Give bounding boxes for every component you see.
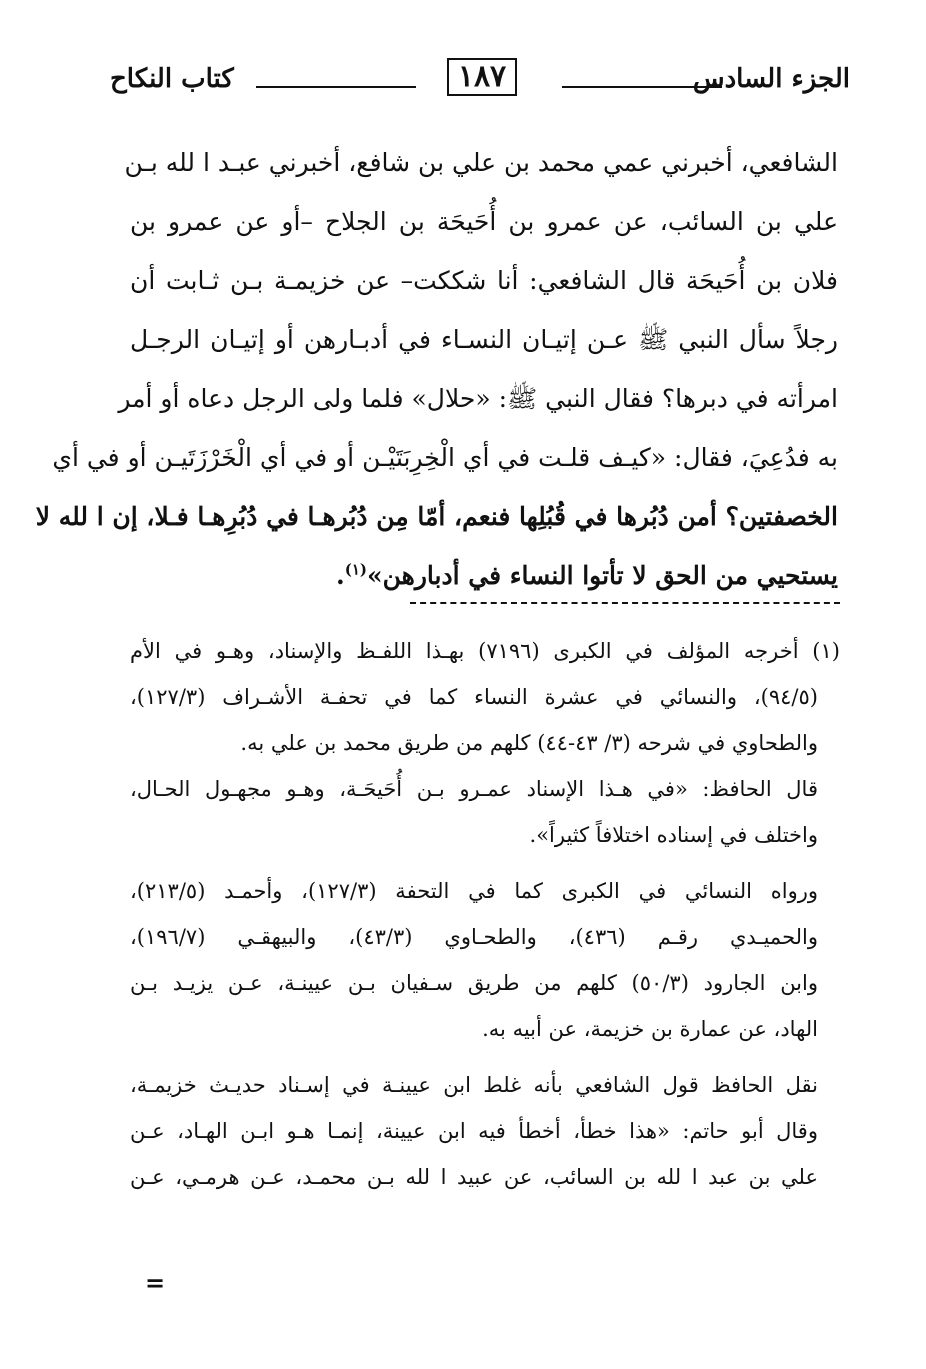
volume-title: الجزء السادس (692, 64, 850, 94)
main-text-line: يستحيي من الحق لا تأتوا النساء في أدبارهن» (366, 561, 838, 590)
main-text-line: الشافعي، أخبرني عمي محمد بن علي بن شافع، أخبرني عبـد ا لله بـن (124, 148, 838, 177)
main-text-line: امرأته في دبرها؟ فقال النبي ﷺ: «حلال» فلما ولى الرجل دعاه أو أمر (118, 384, 838, 413)
footnote-reference: (١) (344, 560, 367, 579)
footnote-line: (١) أخرجه المؤلف في الكبرى (٧١٩٦) بهـذا اللفـظ والإسناد، وهـو في الأم (130, 639, 840, 663)
header-rule-right (562, 86, 722, 88)
main-text (35, 133, 838, 605)
footnote-line: واختلف في إسناده اختلافاً كثيراً». (529, 823, 818, 847)
footnote-line: قال الحافظ: «في هـذا الإسناد عمـرو بـن أُحَيحَـة، وهـو مجهـول الحـال، (130, 777, 818, 801)
main-text-line: فلان بن أُحَيحَة قال الشافعي: أنا شككت– عن خزيمـة بـن ثـابت أن (130, 266, 838, 295)
page-header (110, 58, 850, 108)
main-text-line: به فدُعِيَ، فقال: «كيـف قلـت في أي الْخِرِبَتَيْـن أو في أي الْخَرْزَتَيـن أو في أي (52, 443, 838, 472)
page-number: ١٨٧ (447, 58, 517, 96)
footnote-line: نقل الحافظ قول الشافعي بأنه غلط ابن عيينـة في إسـناد حديـث خزيمـة، (130, 1073, 818, 1097)
header-rule-left (256, 86, 416, 88)
footnote-line: الهاد، عن عمارة بن خزيمة، عن أبيه به. (482, 1017, 818, 1041)
footnote-line: ورواه النسائي في الكبرى كما في التحفة (١٢٧/٣)، وأحمـد (٢١٣/٥)، (130, 879, 818, 903)
footnote-line: والطحاوي في شرحه (٣/ ٤٣-٤٤) كلهم من طريق محمد بن علي به. (240, 731, 818, 755)
main-text-line: رجلاً سأل النبي ﷺ عـن إتيـان النسـاء في أدبـارهن أو إتيـان الرجـل (130, 325, 838, 354)
continuation-mark: = (145, 1268, 166, 1297)
footnotes (130, 628, 840, 1200)
footnote-line: (٩٤/٥)، والنسائي في عشرة النساء كما في تحفـة الأشـراف (١٢٧/٣)، (130, 685, 818, 709)
footnote-line: علي بن عبد ا لله بن السائب، عن عبيد ا لله بـن محمـد، عـن هرمـي، عـن (130, 1165, 818, 1189)
footnote-line: والحميـدي رقـم (٤٣٦)، والطحـاوي (٤٣/٣)، والبيهقـي (١٩٦/٧)، (130, 925, 818, 949)
footnote-gap (130, 858, 840, 868)
footnote-line: وابن الجارود (٥٠/٣) كلهم من طريق سـفيان بـن عيينـة، عـن يزيـد بـن (130, 971, 818, 995)
footnote-gap (130, 1052, 840, 1062)
footnote-line: وقال أبو حاتم: «هذا خطأ، أخطأ فيه ابن عيينة، إنمـا هـو ابـن الهـاد، عـن (130, 1119, 818, 1143)
main-text-last-line: يستحيي من الحق لا تأتوا النساء في أدبارهن»$^{(١)}$. (335, 560, 838, 590)
book-title: كتاب النكاح (110, 64, 234, 94)
main-text-line: علي بن السائب، عن عمرو بن أُحَيحَة بن الجلاح –أو عن عمرو بن (130, 207, 838, 236)
main-text-line: الخصفتين؟ أمن دُبُرها في قُبُلِها فنعم، أمّا مِن دُبُرهـا في دُبُرِهـا فـلا، إن ا لله لا (35, 502, 838, 531)
footnote-separator (410, 602, 840, 604)
